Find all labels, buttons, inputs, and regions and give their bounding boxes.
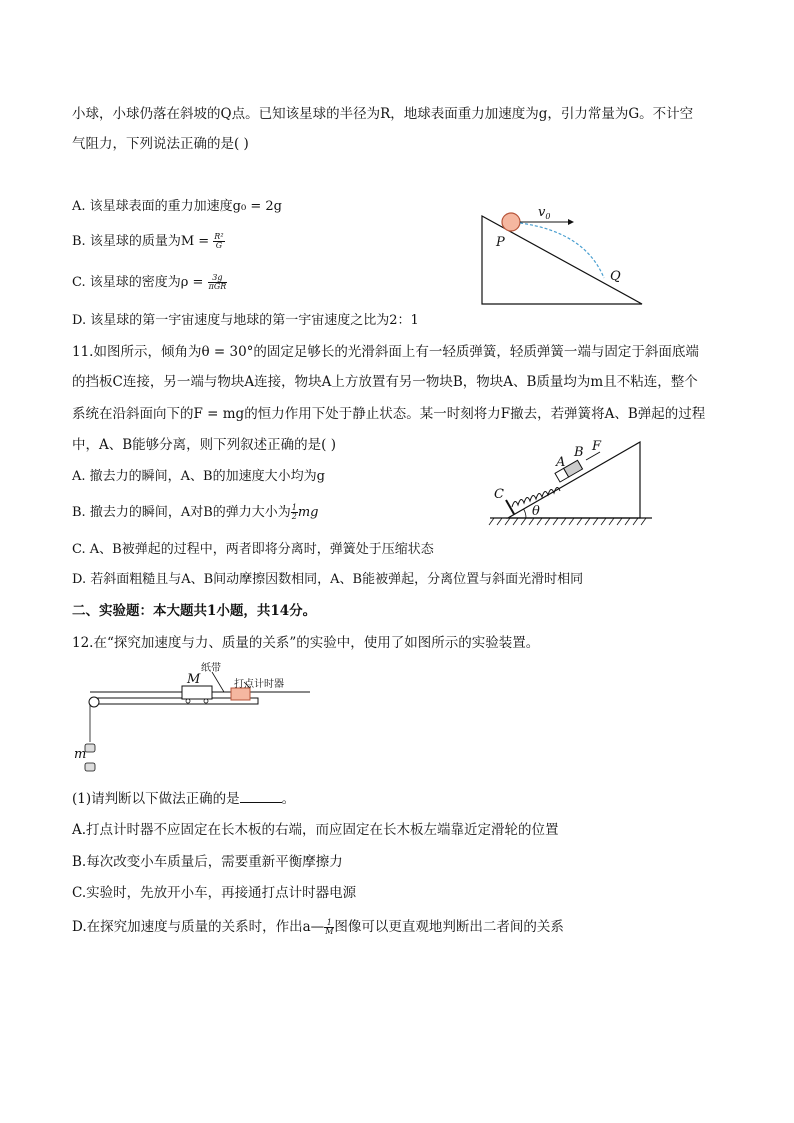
q12-option-d-numerator: 1 <box>324 919 334 928</box>
label-big-m: M <box>187 672 201 687</box>
q11-option-a: A. 撤去力的瞬间，A、B的加速度大小均为g <box>72 469 325 484</box>
weight-2 <box>85 763 95 771</box>
tape-pointer <box>212 672 224 692</box>
label-c: C <box>494 487 504 502</box>
q10-option-b-numerator: R² <box>214 232 224 241</box>
q10-text-line-2: 气阻力，下列说法正确的是( ) <box>72 136 249 152</box>
q12-option-d <box>72 918 564 936</box>
q12-intro: 12.在“探究加速度与力、质量的关系”的实验中，使用了如图所示的实验装置。 <box>72 635 540 651</box>
q12-option-b: B.每次改变小车质量后，需要重新平衡摩擦力 <box>72 854 343 870</box>
q11-option-b <box>72 504 319 522</box>
q12-part-1-prefix: (1)请判断以下做法正确的是 <box>72 791 240 807</box>
q12-option-c: C.实验时，先放开小车，再接通打点计时器电源 <box>72 885 357 901</box>
cart-wheel-left <box>186 699 190 703</box>
ground-hatching <box>489 518 646 525</box>
q11-option-d: D. 若斜面粗糙且与A、B间动摩擦因数相同，A、B能被弹起，分离位置与斜面光滑时相同 <box>72 572 584 587</box>
q10-option-c <box>72 274 227 292</box>
q12-answer-blank[interactable] <box>240 790 282 803</box>
q10-option-c-numerator: 3g <box>208 274 228 283</box>
q11-text-line-2: 的挡板C连接，另一端与物块A连接，物块A上方放置有另一物块B，物块A、B质量均为m且不粘连，整个 <box>72 374 698 390</box>
cart-m <box>182 686 212 699</box>
angle-arc <box>524 509 526 518</box>
baffle-c <box>506 500 514 514</box>
q12-option-d-suffix: 图像可以更直观地判断出二者间的关系 <box>334 919 564 935</box>
label-f: F <box>592 439 602 454</box>
q11-option-b-fraction <box>291 504 298 521</box>
q12-part-1 <box>72 790 295 808</box>
trajectory-curve <box>520 223 604 278</box>
q10-option-b-denominator: G <box>215 241 223 250</box>
q11-text-line-3: 系统在沿斜面向下的F = mg的恒力作用下处于静止状态。某一时刻将力F撤去，若弹簧将A、B弹起的过程 <box>72 406 706 422</box>
q11-option-b-numerator: 1 <box>291 503 297 512</box>
q11-option-c: C. A、B被弹起的过程中，两者即将分离时，弹簧处于压缩状态 <box>72 542 434 557</box>
q10-option-d: D. 该星球的第一宇宙速度与地球的第一宇宙速度之比为2：1 <box>72 313 419 328</box>
label-a: A <box>556 455 566 470</box>
cart-wheel-right <box>204 699 208 703</box>
q12-option-d-fraction <box>324 919 334 936</box>
q10-text-line-1: 小球，小球仍落在斜坡的Q点。已知该星球的半径为R，地球表面重力加速度为g，引力常量为G。不计空 <box>72 106 694 122</box>
velocity-arrowhead <box>568 219 574 225</box>
pulley <box>89 697 99 707</box>
weight-1 <box>85 744 95 752</box>
q10-option-c-denominator: πGR <box>208 282 227 291</box>
q11-text-line-1: 11.如图所示，倾角为θ = 30°的固定足够长的光滑斜面上有一轻质弹簧，轻质弹簧一端与固定于斜面底端 <box>72 344 699 360</box>
label-p: P <box>496 235 505 250</box>
q12-option-d-denominator: M <box>325 927 334 936</box>
label-theta: θ <box>532 504 540 519</box>
q12-option-d-prefix: D.在探究加速度与质量的关系时，作出a— <box>72 919 325 935</box>
section-2-heading: 二、实验题：本大题共1小题，共14分。 <box>72 603 317 619</box>
ball-p <box>502 213 520 231</box>
label-tape: 纸带 <box>201 663 221 674</box>
q10-option-a: A. 该星球表面的重力加速度g₀ = 2g <box>72 199 282 214</box>
q10-option-b-fraction <box>213 233 224 250</box>
q12-part-1-suffix: 。 <box>281 791 296 807</box>
label-v0: $v_0$ <box>538 205 551 221</box>
q11-option-b-denominator: 2 <box>291 512 297 521</box>
q10-option-b <box>72 233 225 251</box>
label-b: B <box>574 445 584 460</box>
label-timer: 打点计时器 <box>234 679 284 690</box>
q11-option-b-suffix: mg <box>297 505 319 520</box>
label-q: Q <box>610 269 621 284</box>
q10-incline-figure <box>470 200 650 310</box>
q10-option-c-prefix: C. 该星球的密度为ρ = <box>72 275 208 290</box>
q11-spring-incline-figure <box>488 438 658 530</box>
label-small-m: m <box>74 747 87 762</box>
q12-option-a: A.打点计时器不应固定在长木板的右端，而应固定在长木板左端靠近定滑轮的位置 <box>72 822 559 838</box>
q10-option-b-prefix: B. 该星球的质量为M = <box>72 234 214 249</box>
q12-apparatus-figure <box>74 662 314 780</box>
q11-text-line-4: 中，A、B能够分离，则下列叙述正确的是( ) <box>72 437 336 453</box>
q10-option-c-fraction <box>208 274 228 291</box>
q11-option-b-prefix: B. 撤去力的瞬间，A对B的弹力大小为 <box>72 505 291 520</box>
